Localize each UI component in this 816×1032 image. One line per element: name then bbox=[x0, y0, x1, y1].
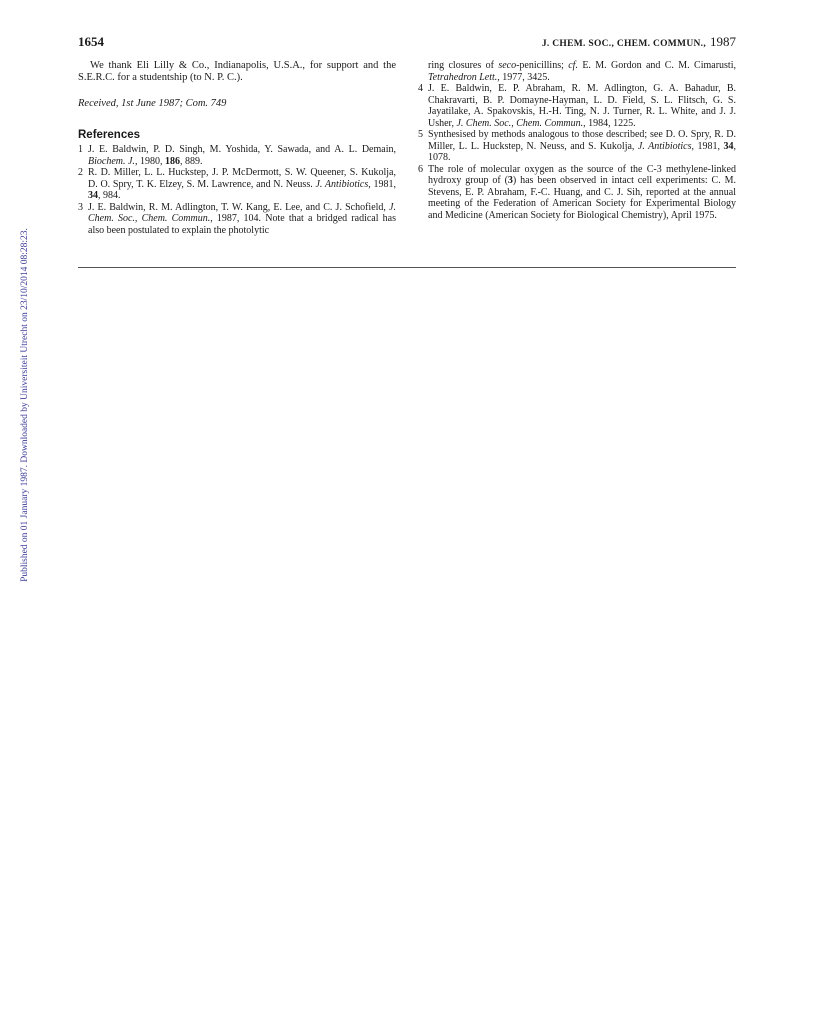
reference-number: 6 bbox=[418, 163, 423, 175]
journal-year: 1987 bbox=[710, 34, 736, 49]
journal-name: J. CHEM. SOC., CHEM. COMMUN., bbox=[541, 39, 706, 49]
right-column bbox=[418, 60, 736, 221]
left-column bbox=[78, 60, 396, 236]
page-end-rule bbox=[78, 267, 736, 268]
reference-text: The role of molecular oxygen as the source of the C-3 methylene-linked hydroxy group of (3) has been observed in intact cell experiments: C. M. Stevens, E. P. Abraham, F.-C. Huang, and C. J. Sih, reported at the annual meeting of the Federation of American Society for Experimental Biology and Medicine (American Society for Biological Chemistry), April 1975. bbox=[428, 163, 736, 221]
acknowledgement: We thank Eli Lilly & Co., Indianapolis, U.S.A., for support and the S.E.R.C. for a studentship (to N. P. C.). bbox=[78, 60, 396, 83]
reference-2 bbox=[78, 167, 396, 202]
reference-number: 1 bbox=[78, 144, 83, 155]
reference-text: J. E. Baldwin, E. P. Abraham, R. M. Adlington, G. A. Bahadur, B. Chakravarti, B. P. Domayne-Hayman, L. D. Field, S. L. Flitsch, G. S. Jayatilake, A. Spakovskis, H.-H. Ting, N. J. Turner, R. L. White, and J. J. Usher, J. Chem. Soc., Chem. Commun., 1984, 1225. bbox=[428, 83, 736, 129]
reference-number: 3 bbox=[78, 201, 83, 213]
reference-5 bbox=[418, 129, 736, 164]
reference-6 bbox=[418, 164, 736, 222]
received-line: Received, 1st June 1987; Com. 749 bbox=[78, 98, 227, 109]
download-note[interactable]: Published on 01 January 1987. Downloaded by Universiteit Utrecht on 23/10/2014 08:28:23. bbox=[20, 228, 30, 582]
reference-text: J. E. Baldwin, P. D. Singh, M. Yoshida, Y. Sawada, and A. L. Demain, Biochem. J., 1980, 186, 889. bbox=[88, 144, 396, 167]
page-number: 1654 bbox=[78, 34, 104, 49]
reference-text: R. D. Miller, L. L. Huckstep, J. P. McDermott, S. W. Queener, S. Kukolja, D. O. Spry, T. K. Elzey, S. M. Lawrence, and N. Neuss. J. Antibiotics, 1981, 34, 984. bbox=[88, 167, 396, 201]
reference-number: 4 bbox=[418, 83, 423, 94]
reference-number: 2 bbox=[78, 167, 83, 178]
references-heading: References bbox=[78, 128, 141, 141]
reference-1 bbox=[78, 144, 396, 167]
reference-text: Synthesised by methods analogous to those described; see D. O. Spry, R. D. Miller, L. L. Huckstep, N. Neuss, and S. Kukolja, J. Antibiotics, 1981, 34, 1078. bbox=[428, 129, 737, 163]
reference-3-continued: ring closures of seco-penicillins; cf. E. M. Gordon and C. M. Cimarusti, Tetrahedron Lett., 1977, 3425. bbox=[428, 60, 736, 83]
reference-number: 5 bbox=[418, 129, 423, 140]
reference-3 bbox=[78, 202, 396, 237]
journal-header bbox=[542, 34, 736, 50]
reference-text: J. E. Baldwin, R. M. Adlington, T. W. Kang, E. Lee, and C. J. Schofield, J. Chem. Soc., Chem. Commun., 1987, 104. Note that a bridged radical has also been postulated to explain the photolytic bbox=[88, 201, 396, 236]
reference-4 bbox=[418, 83, 736, 129]
